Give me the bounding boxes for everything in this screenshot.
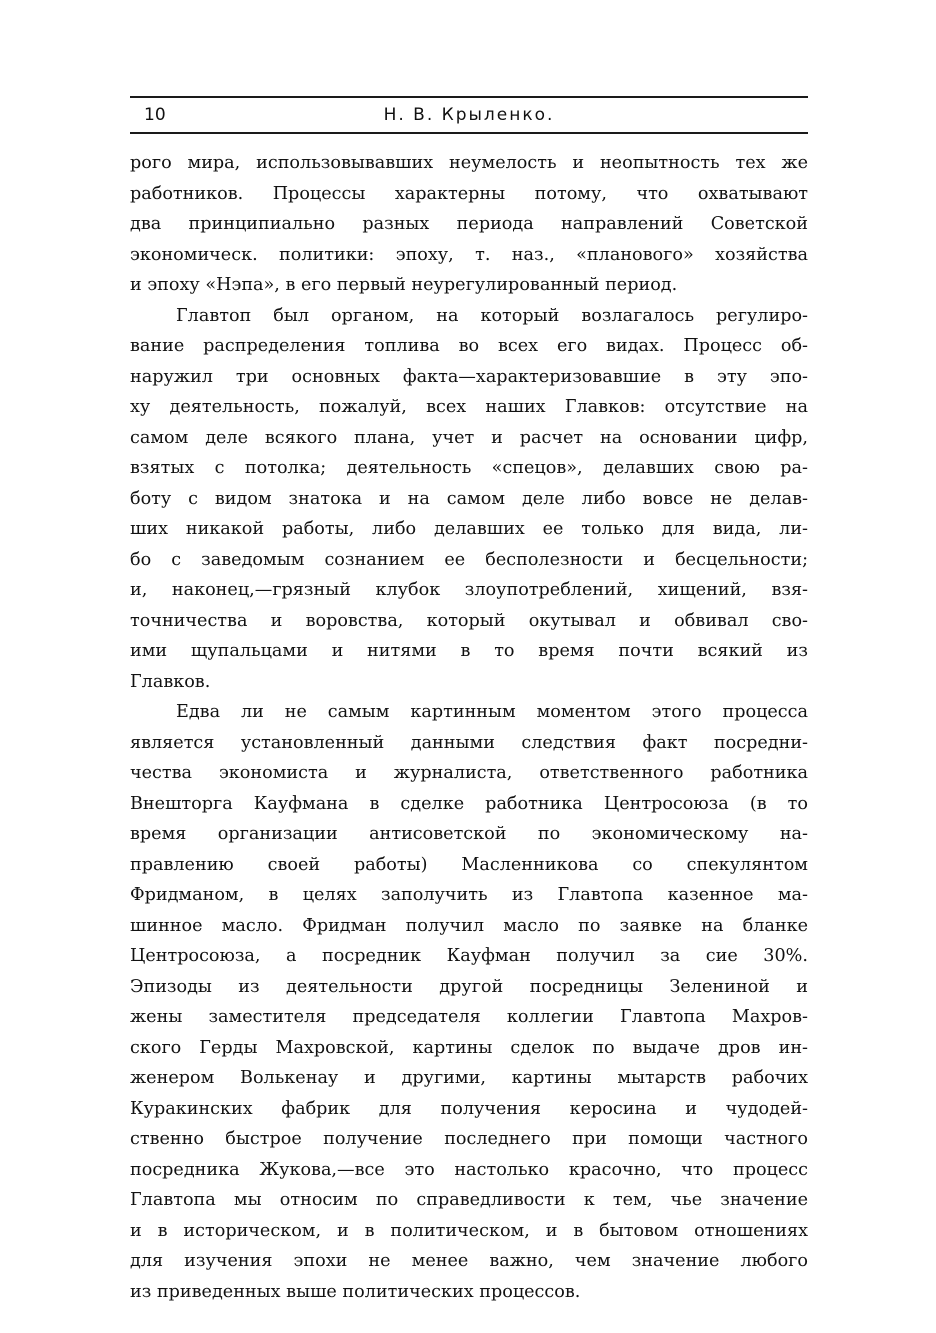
text-line: и эпоху «Нэпа», в его первый неурегулированный период. <box>130 275 678 295</box>
text-line: Эпизоды из деятельности другой посредницы Зелениной и <box>130 976 808 997</box>
text-line: работников. Процессы характерны потому, что охватывают <box>130 183 808 204</box>
text-line: Едва ли не самым картинным моментом этого процесса <box>176 702 808 722</box>
text-line: взятых с потолка; деятельность «спецов», делавших свою ра- <box>130 458 808 478</box>
text-line: точничества и воровства, который окутывал и обвивал сво- <box>130 610 808 631</box>
text-line: бо с заведомым сознанием ее бесполезности и бесцельности; <box>130 549 808 570</box>
text-line: ственно быстрое получение последнего при помощи частного <box>130 1129 808 1149</box>
paragraph <box>130 697 808 1307</box>
text-line: из приведенных выше политических процессов. <box>130 1281 581 1302</box>
text-line: Внешторга Кауфмана в сделке работника Центросоюза (в то <box>130 793 808 814</box>
text-line: шинное масло. Фридман получил масло по заявке на бланке <box>130 915 808 936</box>
text-line: жены заместителя председателя коллегии Главтопа Махров- <box>130 1007 808 1027</box>
page-header <box>130 96 808 134</box>
page-number: 10 <box>144 105 166 125</box>
running-head: Н. В. Крыленко. <box>383 105 555 125</box>
text-line: рого мира, использовывавших неумелость и неопытность тех же <box>130 153 808 173</box>
text-line: самом деле всякого плана, учет и расчет на основании цифр, <box>130 427 808 448</box>
text-line: Главтопа мы относим по справедливости к тем, чье значение <box>130 1190 808 1210</box>
text-line: два принципиально разных периода направлений Советской <box>130 214 808 234</box>
text-line: ского Герды Махровской, картины сделок по выдаче дров ин- <box>130 1037 808 1058</box>
text-line: ими щупальцами и нитями в то время почти всякий из <box>130 641 808 661</box>
text-line: ху деятельность, пожалуй, всех наших Главков: отсутствие на <box>130 397 808 417</box>
text-line: экономическ. политики: эпоху, т. наз., «планового» хозяйства <box>130 244 808 265</box>
text-line: ших никакой работы, либо делавших ее только для вида, ли- <box>130 519 808 539</box>
text-line: Главтоп был органом, на который возлагалось регулиро- <box>176 305 808 326</box>
text-line: Главков. <box>130 671 211 692</box>
text-line: женером Волькенау и другими, картины мытарств рабочих <box>130 1068 808 1088</box>
text-line: и в историческом, и в политическом, и в бытовом отношениях <box>130 1220 808 1241</box>
text-line: является установленный данными следствия факт посредни- <box>130 732 808 753</box>
text-line: Куракинских фабрик для получения керосина и чудодей- <box>130 1098 808 1119</box>
text-line: Центросоюза, а посредник Кауфман получил за сие 30%. <box>130 946 808 966</box>
paragraph <box>130 301 808 698</box>
text-line: наружил три основных факта—характеризовавшие в эту эпо- <box>130 366 808 387</box>
text-line: чества экономиста и журналиста, ответственного работника <box>130 763 808 783</box>
text-line: посредника Жукова,—все это настолько красочно, что процесс <box>130 1159 808 1180</box>
text-line: вание распределения топлива во всех его видах. Процесс об- <box>130 336 808 356</box>
text-line: время организации антисоветской по экономическому на- <box>130 824 808 844</box>
text-line: правлению своей работы) Масленникова со спекулянтом <box>130 854 808 875</box>
text-line: Фридманом, в целях заполучить из Главтопа казенное ма- <box>130 885 808 905</box>
book-page <box>130 96 808 1307</box>
text-line: боту с видом знатока и на самом деле либо вовсе не делав- <box>130 488 808 509</box>
text-line: для изучения эпохи не менее важно, чем значение любого <box>130 1251 808 1271</box>
body-text <box>130 148 808 1307</box>
text-line: и, наконец,—грязный клубок злоупотреблений, хищений, взя- <box>130 580 808 600</box>
paragraph <box>130 148 808 301</box>
